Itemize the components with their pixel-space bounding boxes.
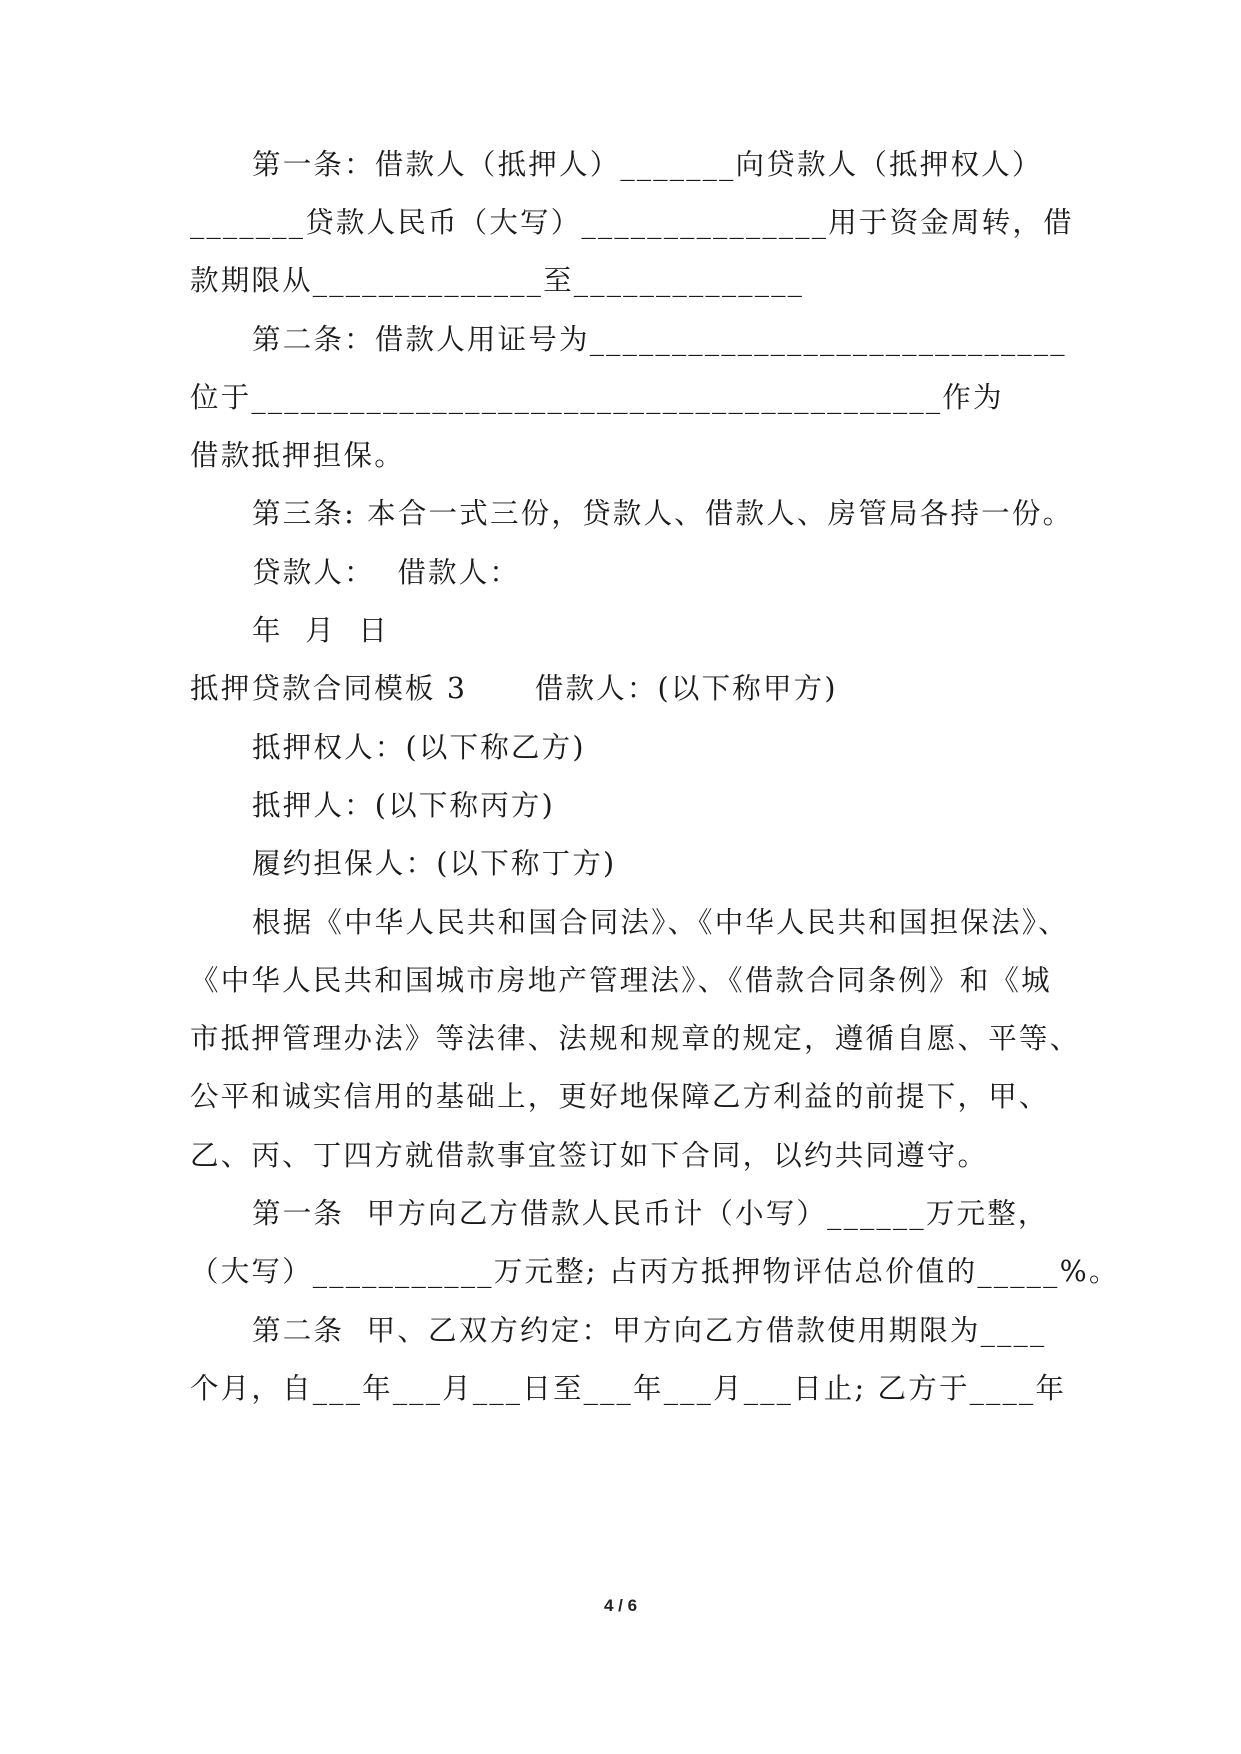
article-1-line-3: 款期限从______________至______________ [190,264,805,297]
clause-1-line-2: （大写）___________万元整; 占丙方抵押物评估总价值的_____%。 [190,1255,1120,1288]
preamble-line-5: 乙、丙、丁四方就借款事宜签订如下合同，以约共同遵守。 [190,1139,989,1172]
party-d-line: 履约担保人：(以下称丁方) [252,847,617,880]
party-c-line: 抵押人：(以下称丙方) [252,789,555,822]
preamble-line-1: 根据《中华人民共和国合同法》、《中华人民共和国担保法》、 [252,906,1069,939]
template-3-heading: 抵押贷款合同模板 3 借款人：(以下称甲方) [190,672,838,705]
date-line: 年 月 日 [252,614,390,647]
clause-2-line-2: 个月，自___年___月___日至___年___月___日止; 乙方于____年 [190,1372,1067,1405]
clause-2-line-1: 第二条 甲、乙双方约定：甲方向乙方借款使用期限为____ [252,1314,1047,1347]
clause-1-line-1: 第一条 甲方向乙方借款人民币计（小写）______万元整， [252,1197,1049,1230]
page-number: 4 / 6 [603,1596,638,1615]
article-3-line: 第三条: 本合一式三份，贷款人、借款人、房管局各持一份。 [252,497,1074,530]
party-b-line: 抵押权人：(以下称乙方) [252,731,586,764]
article-2-line-3: 借款抵押担保。 [190,439,405,472]
preamble-line-3: 市抵押管理办法》等法律、法规和规章的规定，遵循自愿、平等、 [190,1022,1081,1055]
preamble-line-2: 《中华人民共和国城市房地产管理法》、《借款合同条例》和《城 [190,964,1052,997]
article-1-line-1: 第一条：借款人（抵押人）_______向贷款人（抵押权人） [252,148,1043,181]
preamble-line-4: 公平和诚实信用的基础上，更好地保障乙方利益的前提下，甲、 [190,1080,1050,1113]
signature-line: 贷款人： 借款人： [252,556,521,589]
article-2-line-1: 第二条：借款人用证号为_____________________________ [252,323,1067,356]
article-2-line-2: 位于__________________________________________作为 [190,381,1004,414]
article-1-line-2: _______贷款人民币（大写）_______________用于资金周转，借 [190,206,1074,239]
